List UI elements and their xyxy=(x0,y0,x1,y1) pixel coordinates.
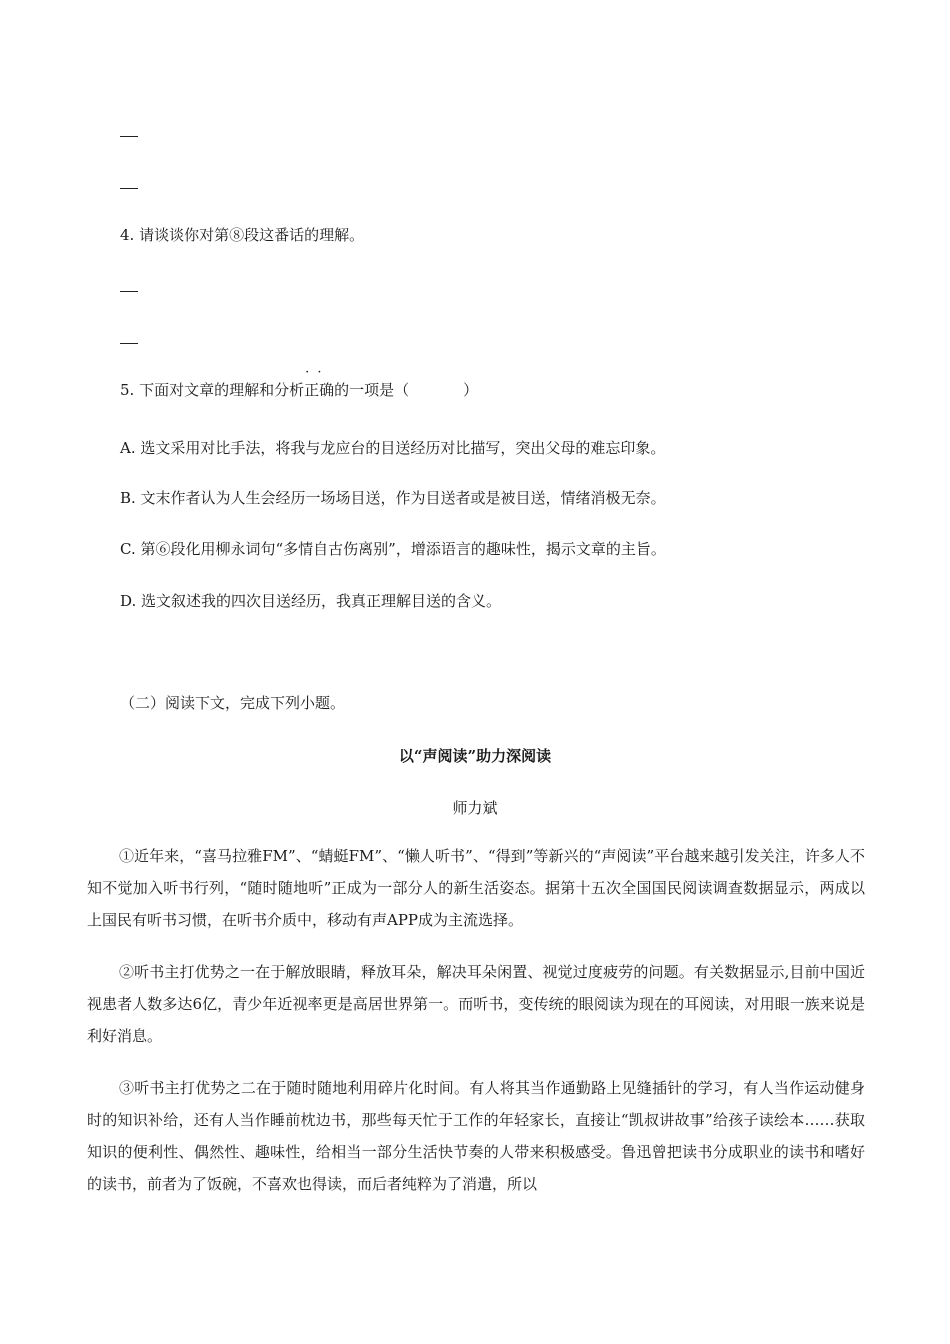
answer-line xyxy=(120,343,138,344)
question-5-paren-close: ） xyxy=(463,381,479,399)
answer-line xyxy=(120,188,138,189)
article-title: 以“声阅读”助力深阅读 xyxy=(398,747,552,765)
answer-line xyxy=(120,291,138,292)
article-body xyxy=(87,840,865,1200)
question-5-stem: 5. 下面对文章的理解和分析 xyxy=(120,381,305,399)
article-author: 师力斌 xyxy=(452,799,498,817)
question-5 xyxy=(120,379,478,400)
section-intro: （二）阅读下文，完成下列小题。 xyxy=(120,694,346,712)
option-c: C. 第⑥段化用柳永词句“多情自古伤离别”，增添语言的趣味性，揭示文章的主旨。 xyxy=(120,540,666,558)
option-a: A. 选文采用对比手法，将我与龙应台的目送经历对比描写，突出父母的难忘印象。 xyxy=(120,439,666,457)
paragraph-1: ①近年来，“喜马拉雅FM”、“蜻蜓FM”、“懒人听书”、“得到”等新兴的“声阅读”平台越来越引发关注，许多人不知不觉加入听书行列，“随时随地听”正成为一部分人的新生活姿态。据第十五次全国国民阅读调查数据显示，两成以上国民有听书习惯，在听书介质中，移动有声APP成为主流选择。 xyxy=(87,847,865,929)
option-b: B. 文末作者认为人生会经历一场场目送，作为目送者或是被目送，情绪消极无奈。 xyxy=(120,489,666,507)
paragraph-3: ③听书主打优势之二在于随时随地利用碎片化时间。有人将其当作通勤路上见缝插针的学习，有人当作运动健身时的知识补给，还有人当作睡前枕边书，那些每天忙于工作的年轻家长，直接让“凯叔讲故事”给孩子读绘本……获取知识的便利性、偶然性、趣味性，给相当一部分生活快节奏的人带来积极感受。鲁迅曾把读书分成职业的读书和嗜好的读书，前者为了饭碗，不喜欢也得读，而后者纯粹为了消遣，所以 xyxy=(87,1079,865,1193)
question-5-stem-end: 的一项是（ xyxy=(334,381,410,399)
emphasis-word: · · 正确 xyxy=(304,379,334,400)
option-d: D. 选文叙述我的四次目送经历，我真正理解目送的含义。 xyxy=(120,592,502,610)
question-4: 4. 请谈谈你对第⑧段这番话的理解。 xyxy=(120,226,365,244)
answer-line xyxy=(120,136,138,137)
paragraph-2: ②听书主打优势之一在于解放眼睛，释放耳朵，解决耳朵闲置、视觉过度疲劳的问题。有关数据显示,目前中国近视患者人数多达6亿，青少年近视率更是高居世界第一。而听书，变传统的眼阅读为现在的耳阅读，对用眼一族来说是利好消息。 xyxy=(87,963,865,1045)
